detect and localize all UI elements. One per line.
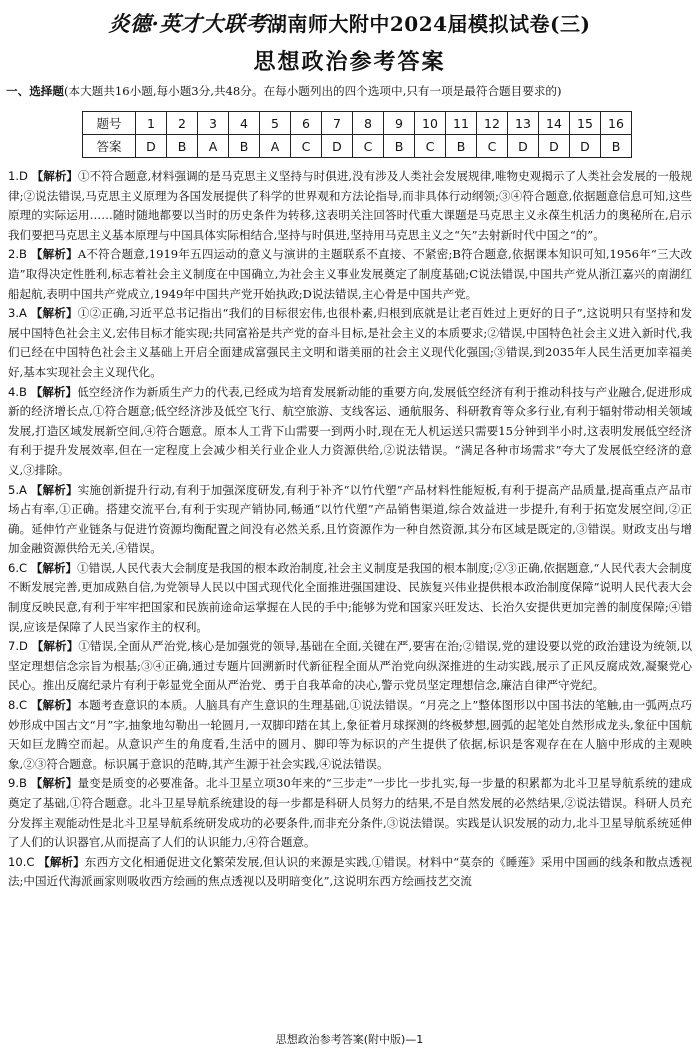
explanation-item xyxy=(8,245,692,304)
question-number: 5 xyxy=(260,112,291,135)
analysis-tag: 【解析】 xyxy=(30,384,78,399)
exam-header xyxy=(0,8,699,38)
analysis-tag: 【解析】 xyxy=(30,247,78,262)
page-subtitle: 思想政治参考答案 xyxy=(253,50,446,75)
question-number: 16 xyxy=(601,112,632,135)
analysis-tag: 【解析】 xyxy=(30,776,78,791)
answer-table-answer-row xyxy=(83,135,632,158)
item-number: 5.A xyxy=(8,482,27,497)
item-text: ①错误,全面从严治党,核心是加强党的领导,基础在全面,关键在严,要害在治;②错误,党的建设要以党的政治建设为统领,以坚定理想信念宗旨为根基;③④正确,通过专题片回溯新时代新征程全面从严治党向纵深推进的生动实践,展示了正风反腐成效,凝聚党心民心。推出反腐纪录片有利于彰显党全面从严治党、勇于自我革命的决心,警示党员坚定理想信念,廉洁自律严守党纪。 xyxy=(8,639,693,693)
answer-cell: A xyxy=(198,135,229,158)
question-number: 3 xyxy=(198,112,229,135)
item-text: 东西方文化相通促进文化繁荣发展,但认识的来源是实践,①错误。材料中“莫奈的《睡莲》采用中国画的线条和散点透视法;中国近代海派画家则吸收西方绘画的焦点透视以及明暗变化”,这说明东西方绘画技艺交流 xyxy=(8,854,693,889)
explanation-item xyxy=(8,383,692,481)
question-number: 15 xyxy=(570,112,601,135)
answer-cell: C xyxy=(353,135,384,158)
explanation-item xyxy=(8,167,692,245)
page-footer: 思想政治参考答案(附中版)—1 xyxy=(275,1033,424,1046)
item-number: 9.B xyxy=(8,776,27,791)
item-text: ①错误,人民代表大会制度是我国的根本政治制度,社会主义制度是我国的根本制度;②③正确,依据题意,“人民代表大会制度不断发展完善,更加成熟自信,为党领导人民以中国式现代化全面推进强国建设、民族复兴伟业提供根本政治制度保障”说明人民代表大会制度反映民意,有利于牢牢把国家和民族前途命运掌握在人民的手中;能够为党和国家兴旺发达、长治久安提供更加完善的制度保障;④错误,应该是保障了人民当家作主的权利。 xyxy=(8,560,693,634)
item-text: 实施创新提升行动,有利于加强深度研发,有利于补齐“以竹代塑”产品材料性能短板,有利于提高产品质量,提高重点产品市场占有率,①正确。搭建交流平台,有利于实现产销协同,畅通“以竹代塑”产品销售渠道,综合效益进一步提升,有利于拓宽发展空间,②正确。延伸竹产业链条与促进竹资源均衡配置之间没有必然关系,且竹资源作为一种自然资源,其分布区域是既定的,③错误。财政支出与增加金融资源供给无关,④错误。 xyxy=(8,482,693,556)
explanation-item xyxy=(8,696,692,774)
analysis-tag: 【解析】 xyxy=(38,854,85,869)
item-number: 1.D xyxy=(8,169,28,183)
question-number: 1 xyxy=(136,112,167,135)
section-label: 一、选择题 xyxy=(6,84,64,98)
answer-cell: B xyxy=(601,135,632,158)
question-number: 10 xyxy=(415,112,446,135)
question-number: 6 xyxy=(291,112,322,135)
item-text: A不符合题意,1919年五四运动的意义与演讲的主题联系不直接、不紧密;B符合题意,依据课本知识可知,1956年“三大改造”取得决定性胜利,标志着社会主义制度在中国确立,为社会主义事业发展奠定了制度基础;C说法错误,中国共产党从浙江嘉兴的南湖红船起航,表明中国共产党成立,1949年中国共产党开始执政;D说法错误,主心骨是中国共产党。 xyxy=(8,247,693,301)
question-number: 8 xyxy=(353,112,384,135)
item-number: 7.D xyxy=(8,639,28,654)
analysis-tag: 【解析】 xyxy=(30,698,78,713)
analysis-tag: 【解析】 xyxy=(31,639,79,654)
answer-table xyxy=(82,111,632,158)
analysis-tag: 【解析】 xyxy=(30,482,78,497)
item-number: 4.B xyxy=(8,384,27,399)
answer-cell: C xyxy=(415,135,446,158)
question-number: 12 xyxy=(477,112,508,135)
answer-cell: B xyxy=(229,135,260,158)
question-number: 11 xyxy=(446,112,477,135)
item-number: 8.C xyxy=(8,698,28,713)
explanation-item xyxy=(8,853,692,892)
row-label-number: 题号 xyxy=(83,112,136,135)
item-text: ①不符合题意,材料强调的是马克思主义坚持与时俱进,没有涉及人类社会发展规律,唯物史观揭示了人类社会发展的一般规律;②说法错误,马克思主义原理为各国发展提供了科学的世界观和方法论指导,而非具体行动纲领;③④符合题意,依据题意信息可知,这些原理的实际运用……随时随地都要以当时的历史条件为转移,这表明关注回答时代重大课题是马克思主义永葆生机活力的奥秘所在,启示我们要把马克思主义基本原理与中国具体实际相结合,坚持与时俱进,坚持用马克思主义之“矢”去射新时代中国之“的”。 xyxy=(8,169,692,242)
answer-cell: D xyxy=(136,135,167,158)
brand-name: 炎德·英才大联考 xyxy=(108,11,267,36)
question-number: 9 xyxy=(384,112,415,135)
question-number: 14 xyxy=(539,112,570,135)
item-number: 6.C xyxy=(8,560,28,575)
answer-cell: B xyxy=(384,135,415,158)
question-number: 2 xyxy=(167,112,198,135)
question-number: 13 xyxy=(508,112,539,135)
section-heading xyxy=(6,83,696,99)
explanation-list xyxy=(8,167,692,892)
explanation-item xyxy=(8,774,692,852)
answer-cell: D xyxy=(570,135,601,158)
analysis-tag: 【解析】 xyxy=(30,560,78,575)
answer-cell: B xyxy=(167,135,198,158)
explanation-item xyxy=(8,481,692,559)
answer-cell: D xyxy=(322,135,353,158)
section-instructions: (本大题共16小题,每小题3分,共48分。在每小题列出的四个选项中,只有一项是最符合题目要求的) xyxy=(63,84,562,98)
item-text: 量变是质变的必要准备。北斗卫星立项30年来的“三步走”一步比一步扎实,每一步量的积累都为北斗卫星导航系统的建成奠定了基础,①符合题意。北斗卫星导航系统建设的每一步都是科研人员努力的结果,不是自然发展的必然结果,②说法错误。科研人员充分发挥主观能动性是北斗卫星导航系统研发成功的必要条件,而非充分条件,③说法错误。实践是认识发展的动力,北斗卫星导航系统延伸了人们的认识器官,从而提高了人们的认识能力,④符合题意。 xyxy=(8,776,693,850)
explanation-item xyxy=(8,304,692,382)
answer-cell: A xyxy=(260,135,291,158)
answer-cell: D xyxy=(508,135,539,158)
explanation-item xyxy=(8,637,692,696)
answer-cell: B xyxy=(446,135,477,158)
explanation-item xyxy=(8,559,692,637)
item-number: 3.A xyxy=(8,306,27,321)
analysis-tag: 【解析】 xyxy=(30,306,78,321)
row-label-answer: 答案 xyxy=(83,135,136,158)
item-text: 本题考查意识的本质。人脑具有产生意识的生理基础,①说法错误。“月亮之上”整体图形以中国书法的笔触,由一弧两点巧妙形成中国古文“月”字,抽象地勾勒出一轮圆月,一双脚印踏在其上,象征着月球探测的终极梦想,圆弧的起笔处自然形成龙头,象征中国航天如巨龙腾空而起。从意识产生的角度看,生活中的圆月、脚印等为标识的产生提供了依据,标识是客观存在在人脑中形成的主观映象,②③符合题意。标识属于意识的范畴,其产生源于社会实践,④说法错误。 xyxy=(8,698,693,771)
analysis-tag: 【解析】 xyxy=(31,169,79,183)
answer-cell: C xyxy=(477,135,508,158)
answer-table-number-row xyxy=(83,112,632,135)
question-number: 7 xyxy=(322,112,353,135)
exam-title: 湖南师大附中2024届模拟试卷(三) xyxy=(266,12,591,36)
question-number: 4 xyxy=(229,112,260,135)
item-number: 2.B xyxy=(8,247,27,262)
answer-cell: D xyxy=(539,135,570,158)
item-text: 低空经济作为新质生产力的代表,已经成为培育发展新动能的重要方向,发展低空经济有利于推动科技与产业融合,促进形成新的经济增长点,①符合题意;低空经济涉及低空飞行、航空旅游、支线客运、通航服务、科研教育等众多行业,有利于辐射带动相关领域发展,打造区域发展新空间,④符合题意。原本人工背下山需要一到两小时,现在无人机运送只需要15分钟到半小时,这表明发展低空经济有利于提升发展效率,但在一定程度上会减少相关行业企业人力资源供给,②说法错误。“满足各种市场需求”夸大了发展低空经济的意义,③排除。 xyxy=(8,384,693,477)
item-number: 10.C xyxy=(8,854,35,869)
answer-cell: C xyxy=(291,135,322,158)
item-text: ①②正确,习近平总书记指出“我们的目标很宏伟,也很朴素,归根到底就是让老百姓过上更好的日子”,这说明只有坚持和发展中国特色社会主义,宏伟目标才能实现;共同富裕是共产党的奋斗目标,是社会主义的本质要求;②错误,中国特色社会主义进入新时代,我们已经在中国特色社会主义基础上开启全面建成富强民主文明和谐美丽的社会主义现代化强国;③错误,到2035年人民生活更加幸福美好,基本实现社会主义现代化。 xyxy=(8,306,693,379)
